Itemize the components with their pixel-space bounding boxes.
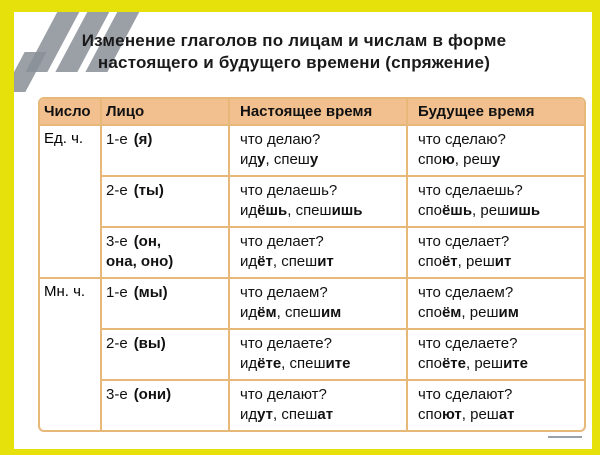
word-ending: ат [317, 406, 334, 423]
header-future: Будущее время [418, 103, 535, 120]
number-cell: Мн. ч. [40, 279, 102, 430]
word-stem: ид [240, 253, 258, 270]
table-row [102, 328, 584, 379]
separator: , [287, 202, 296, 219]
pronoun: (ты) [133, 182, 164, 199]
person-label: 1-е [106, 131, 128, 148]
future-examples [418, 252, 580, 272]
person-cell [102, 177, 230, 226]
word-ending: ёшь [257, 202, 288, 219]
word-ending: у [257, 151, 266, 168]
table-row [102, 175, 584, 226]
word-stem: реш [463, 151, 492, 168]
present-question: что делаю? [240, 131, 321, 148]
word-stem: спеш [273, 151, 310, 168]
header-person: Лицо [102, 99, 230, 124]
person-cell [102, 126, 230, 175]
number-cell: Ед. ч. [40, 126, 102, 277]
header-present: Настоящее время [230, 99, 408, 124]
word-stem: реш [470, 406, 499, 423]
future-question: что сделаешь? [418, 182, 523, 199]
separator: , [457, 253, 467, 270]
word-stem: спо [418, 253, 442, 270]
present-examples [240, 150, 402, 170]
pronoun: (они) [133, 386, 172, 403]
table-row [102, 279, 584, 328]
word-ending: ишь [509, 202, 541, 219]
header-number: Число [40, 99, 102, 124]
number-group [40, 124, 584, 277]
word-stem: спеш [281, 406, 318, 423]
present-question: что делают? [240, 386, 327, 403]
pronoun-continued: она, оно) [106, 253, 174, 270]
future-examples [418, 405, 580, 425]
future-question: что сделаю? [418, 131, 506, 148]
present-examples [240, 354, 402, 374]
word-ending: ёте [257, 355, 282, 372]
person-line [106, 283, 224, 303]
separator: , [472, 202, 481, 219]
present-question: что делаем? [240, 284, 328, 301]
word-stem: спеш [289, 355, 326, 372]
future-question: что сделаете? [418, 335, 518, 352]
word-ending: у [491, 151, 501, 168]
present-question: что делает? [240, 233, 324, 250]
future-examples [418, 303, 580, 323]
present-cell [230, 177, 408, 226]
table-row [102, 226, 584, 277]
present-examples [240, 252, 402, 272]
person-line [106, 130, 224, 150]
word-stem: ид [240, 202, 258, 219]
future-cell [408, 279, 584, 328]
person-label: 2-е [106, 335, 128, 352]
separator: , [461, 304, 470, 321]
word-stem: спо [418, 151, 442, 168]
separator: , [273, 406, 282, 423]
person-label: 1-е [106, 284, 128, 301]
present-examples [240, 201, 402, 221]
title-line-1: Изменение глаголов по лицам и числам в форме [81, 31, 507, 50]
word-ending: ит [317, 253, 334, 270]
present-cell [230, 279, 408, 328]
word-ending: ут [257, 406, 274, 423]
pronoun: (вы) [133, 335, 166, 352]
word-ending: ите [325, 355, 351, 372]
separator: , [461, 406, 471, 423]
future-examples [418, 150, 580, 170]
page-title [34, 30, 554, 74]
word-ending: ём [257, 304, 277, 321]
word-stem: ид [240, 151, 258, 168]
word-stem: спо [418, 406, 442, 423]
pronoun: (мы) [133, 284, 168, 301]
word-stem: реш [469, 304, 499, 321]
person-cell [102, 381, 230, 430]
separator: , [276, 304, 285, 321]
separator: , [466, 355, 475, 372]
word-ending: ёте [441, 355, 466, 372]
word-stem: реш [474, 355, 504, 372]
person-label: 3-е [106, 233, 128, 250]
word-ending: у [309, 151, 319, 168]
table-row [102, 379, 584, 430]
future-cell [408, 126, 584, 175]
separator: , [281, 355, 290, 372]
word-stem: спеш [295, 202, 332, 219]
number-group [40, 277, 584, 430]
decorative-underline [548, 436, 582, 438]
word-ending: ёшь [441, 202, 473, 219]
person-line [106, 232, 224, 252]
person-label: 3-е [106, 386, 128, 403]
present-question: что делаешь? [240, 182, 338, 199]
word-stem: спо [418, 202, 442, 219]
word-ending: ат [498, 406, 515, 423]
person-line [106, 385, 224, 405]
person-line [106, 181, 224, 201]
word-stem: ид [240, 355, 258, 372]
word-ending: ю [441, 151, 455, 168]
present-cell [230, 381, 408, 430]
present-cell [230, 330, 408, 379]
word-ending: ите [503, 355, 528, 372]
separator: , [265, 151, 274, 168]
word-ending: ют [441, 406, 462, 423]
separator: , [272, 253, 282, 270]
table-row [102, 126, 584, 175]
table-header-row [40, 99, 584, 124]
word-stem: спо [418, 304, 442, 321]
separator: , [454, 151, 464, 168]
future-examples [418, 201, 580, 221]
future-cell [408, 381, 584, 430]
word-stem: реш [480, 202, 510, 219]
group-rows [102, 279, 584, 430]
word-stem: спо [418, 355, 442, 372]
word-ending: ишь [331, 202, 363, 219]
present-examples [240, 405, 402, 425]
person-label: 2-е [106, 182, 128, 199]
word-ending: им [320, 304, 342, 321]
conjugation-table [38, 97, 586, 432]
present-cell [230, 228, 408, 277]
pronoun: (он, [133, 233, 162, 250]
person-cell [102, 330, 230, 379]
future-cell [408, 330, 584, 379]
group-rows [102, 126, 584, 277]
present-question: что делаете? [240, 335, 332, 352]
title-line-2: настоящего и будущего времени (спряжение) [97, 53, 491, 72]
person-line [106, 334, 224, 354]
word-ending: ём [441, 304, 462, 321]
future-cell [408, 177, 584, 226]
pronoun: (я) [133, 131, 153, 148]
future-question: что сделают? [418, 386, 513, 403]
future-question: что сделаем? [418, 284, 514, 301]
word-stem: ид [240, 406, 258, 423]
word-ending: ёт [441, 253, 458, 270]
word-stem: спеш [284, 304, 321, 321]
present-examples [240, 303, 402, 323]
person-cell [102, 228, 230, 277]
person-cell [102, 279, 230, 328]
future-question: что сделает? [418, 233, 510, 250]
word-stem: спеш [281, 253, 318, 270]
word-ending: ит [494, 253, 512, 270]
word-ending: ёт [257, 253, 273, 270]
future-cell [408, 228, 584, 277]
present-cell [230, 126, 408, 175]
word-ending: им [498, 304, 519, 321]
future-examples [418, 354, 580, 374]
word-stem: реш [466, 253, 495, 270]
word-stem: ид [240, 304, 258, 321]
